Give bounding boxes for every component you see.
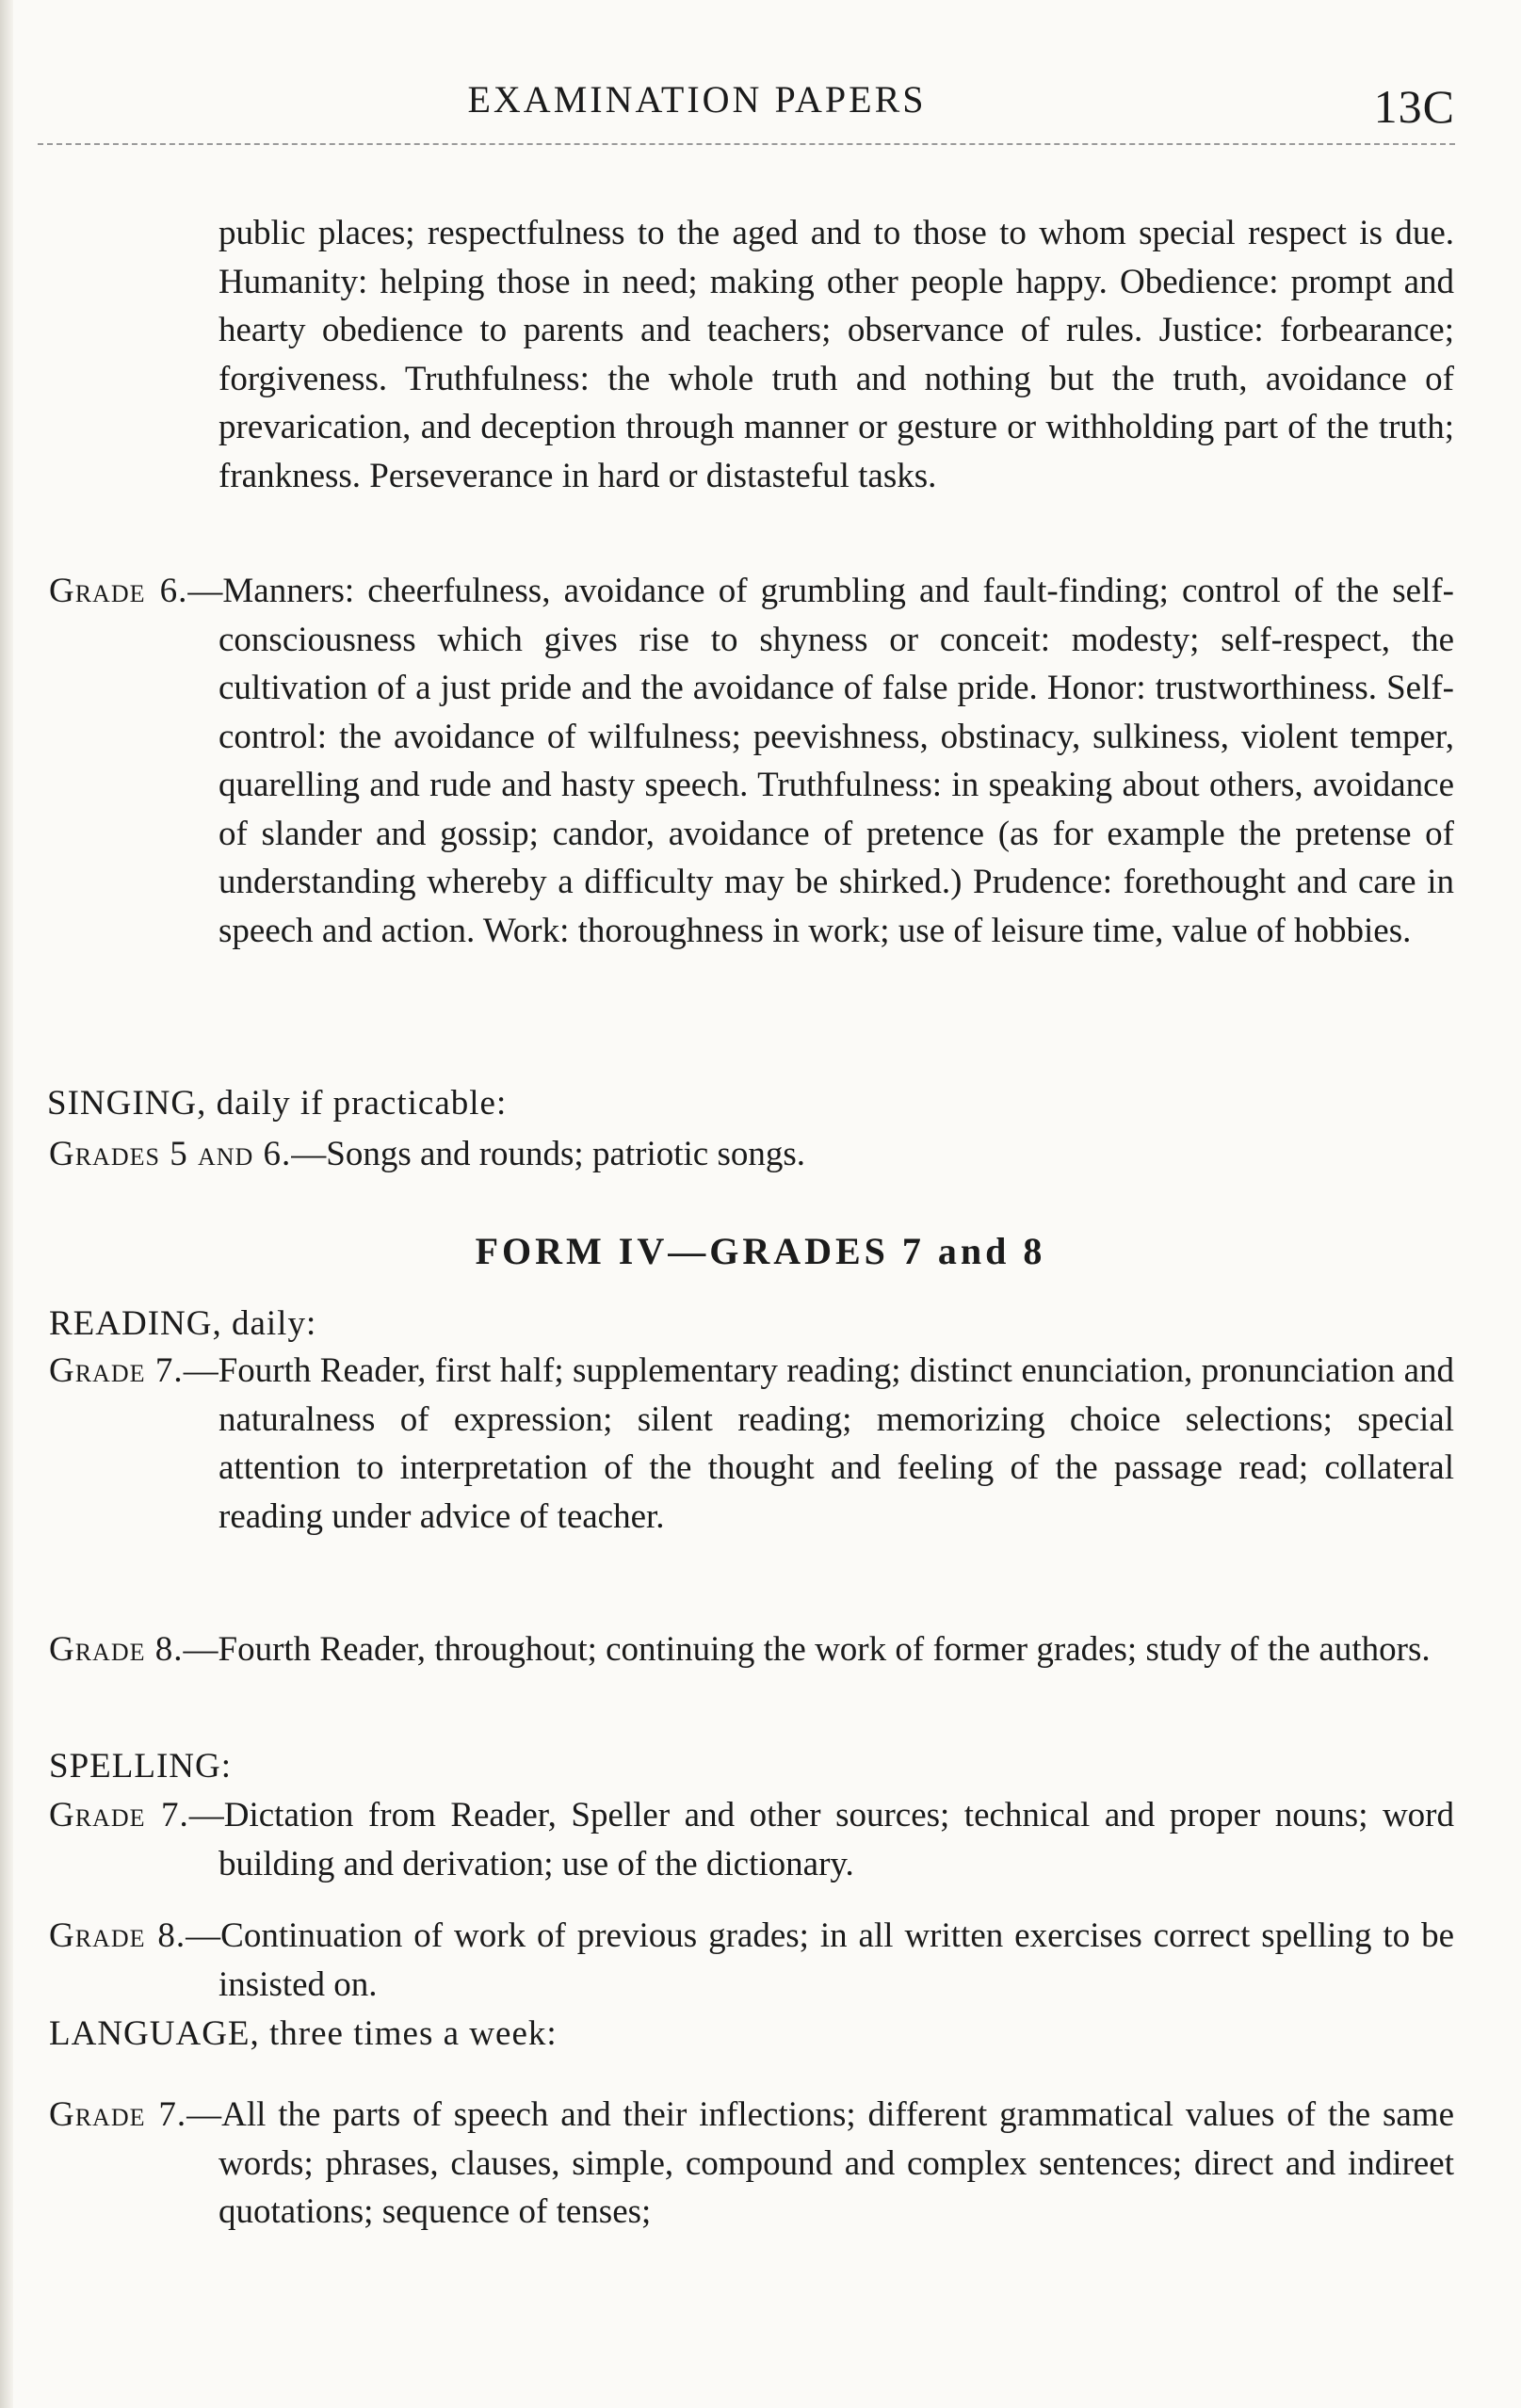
grade-label: Grade 8. [49, 1630, 184, 1669]
singing-heading: SINGING, daily if practicable: [47, 1084, 508, 1123]
singing-text: —Songs and rounds; patriotic songs. [291, 1135, 806, 1173]
spelling-grade-8-paragraph [49, 1912, 1454, 2009]
running-title: EXAMINATION PAPERS [467, 78, 927, 121]
language-grade-7-paragraph [49, 2091, 1454, 2237]
reading-grade-8-paragraph [49, 1625, 1454, 1674]
grade-label: Grade 7. [49, 2095, 187, 2134]
spelling-grade-7-text: —Dictation from Reader, Speller and other sources; technical and proper nouns; word building and derivation; use of the dictionary. [188, 1796, 1455, 1883]
grade-6-text: —Manners: cheerfulness, avoidance of grumbling and fault-finding; control of the self-consciousness which gives rise to shyness or conceit: modesty; self-respect, the cultivation of a just pride and the avoidance of false pride. Honor: trustworthiness. Self-control: the avoidance of wilfulness; peevishness, obstinacy, sulkiness, violent temper, quarelling and rude and hasty speech. Truthfulness: in speaking about others, avoidance of slander and gossip; candor, avoidance of pretence (as for example the pretense of understanding whereby a difficulty may be shirked.) Prudence: forethought and care in speech and action. Work: thoroughness in work; use of leisure time, value of hobbies. [187, 572, 1455, 950]
grade-label: Grade 7. [49, 1351, 184, 1390]
virtues-continuation-paragraph: public places; respectfulness to the aged and to those to whom special respect is due. Humanity: helping those in need; making other people happy. Obedience: prompt and hearty obedience to parents and teachers; observance of rules. Justice: forbearance; forgiveness. Truthfulness: the whole truth and nothing but the truth, avoidance of prevarication, and deception through manner or gesture or withholding part of the truth; frankness. Perseverance in hard or distasteful tasks. [218, 214, 1454, 495]
grade-label: Grade 7. [49, 1796, 189, 1834]
page-edge [0, 0, 13, 2408]
spelling-grade-7-paragraph [49, 1791, 1455, 1888]
grade-label: Grade 6. [49, 572, 188, 610]
form-title: FORM IV—GRADES 7 and 8 [475, 1230, 1046, 1272]
grade-6-paragraph [49, 567, 1455, 955]
reading-grade-7-paragraph [49, 1347, 1454, 1541]
spelling-heading: SPELLING: [49, 1747, 232, 1786]
spelling-grade-8-text: —Continuation of work of previous grades; in all written exercises correct spelling to be insisted on. [186, 1916, 1454, 2004]
reading-grade-7-text: —Fourth Reader, first half; supplementary reading; distinct enunciation, pronunciation and naturalness of expression; silent reading; memorizing choice selections; special attention to interpretation of the thought and feeling of the passage read; collateral reading under advice of teacher. [183, 1351, 1454, 1536]
grades-label: Grades 5 and 6. [49, 1135, 292, 1173]
language-heading: LANGUAGE, three times a week: [49, 2014, 558, 2053]
language-grade-7-text: —All the parts of speech and their inflections; different grammatical values of the same words; phrases, clauses, simple, compound and complex sentences; direct and indireet quotations; sequence of tenses; [186, 2095, 1454, 2231]
grade-label: Grade 8. [49, 1916, 186, 1955]
reading-grade-8-text: —Fourth Reader, throughout; continuing the work of former grades; study of the authors. [183, 1630, 1431, 1669]
singing-paragraph [49, 1130, 1454, 1179]
reading-heading: READING, daily: [49, 1304, 317, 1343]
page-number: 13C [1373, 80, 1455, 133]
header-rule [38, 143, 1455, 145]
